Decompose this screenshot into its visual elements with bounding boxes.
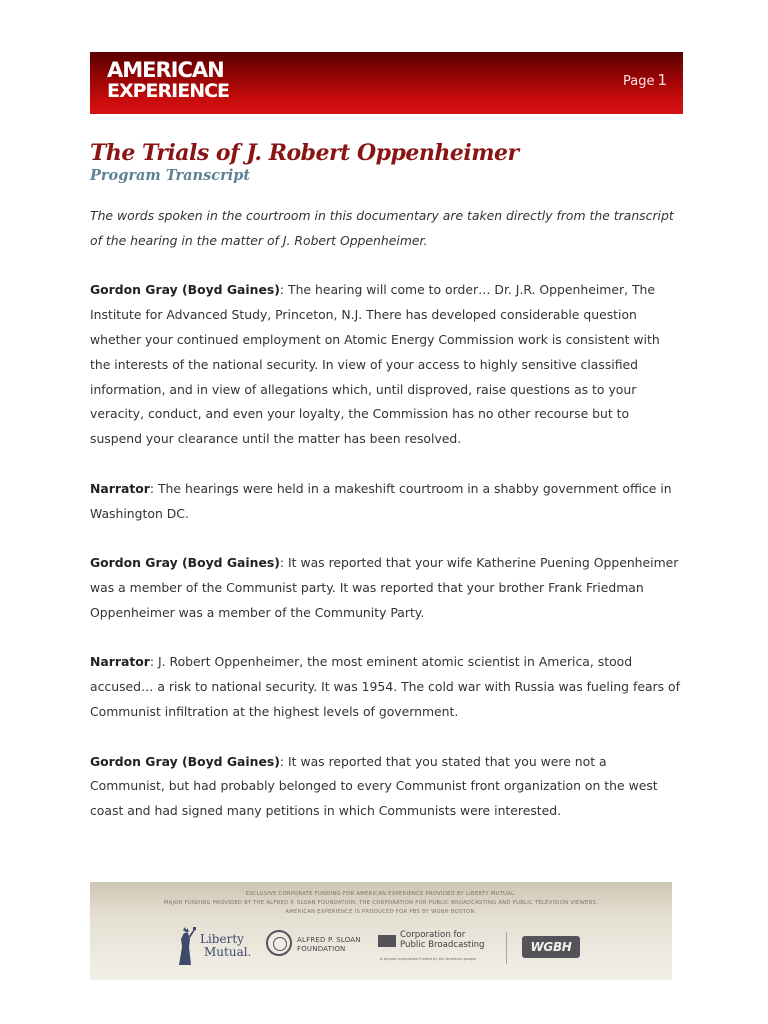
credit-line: EXCLUSIVE CORPORATE FUNDING FOR AMERICAN EXPERIENCE PROVIDED BY LIBERTY MUTUAL. (245, 891, 517, 897)
cpb-tagline: A private corporation funded by the American people (380, 957, 477, 961)
cpb-logo (378, 928, 502, 968)
sloan-name: ALFRED P. SLOAN (297, 936, 361, 944)
transcript-paragraph (90, 750, 680, 824)
logo-line-2: EXPERIENCE (107, 80, 230, 102)
transcript-paragraph (90, 278, 680, 452)
cpb-line: Corporation for (400, 930, 466, 940)
sloan-foundation-logo (266, 930, 366, 964)
transcript-paragraph (90, 477, 680, 527)
header-banner (90, 52, 683, 114)
mutual-text: Mutual. (204, 945, 252, 959)
credit-line: MAJOR FUNDING PROVIDED BY THE ALFRED P. SLOAN FOUNDATION, THE CORPORATION FOR PUBLIC BROADCASTING AND PUBLIC TELEVISION VIEWERS. (163, 900, 599, 906)
speaker-name: Gordon Gray (Boyd Gaines) (90, 555, 280, 571)
page-number: 1 (657, 71, 667, 89)
speaker-name: Gordon Gray (Boyd Gaines) (90, 282, 280, 298)
liberty-text: Liberty (200, 932, 244, 946)
speaker-name: Narrator (90, 654, 150, 670)
page-indicator (623, 71, 667, 89)
speech-text: : The hearings were held in a makeshift courtroom in a shabby government office in Washington DC. (90, 480, 672, 521)
cpb-mark-icon (378, 935, 396, 947)
speaker-name: Gordon Gray (Boyd Gaines) (90, 753, 280, 769)
document-subtitle: Program Transcript (90, 167, 251, 184)
speech-text: : The hearing will come to order… Dr. J.R. Oppenheimer, The Institute for Advanced Study, Princeton, N.J. There has developed considerable question whether your continued employment on Atomic Energy Commission work is consistent with the interests of the national security. In view of your access to highly sensitive classified information, and in view of allegations which, until disproved, raise questions as to your veracity, conduct, and even your loyalty, the Commission has no other recourse but to suspend your clearance until the matter has been resolved. (90, 282, 660, 447)
funding-credits (90, 890, 672, 917)
sloan-foundation-text: FOUNDATION (297, 945, 346, 953)
intro-paragraph: The words spoken in the courtroom in this documentary are taken directly from the transcript of the hearing in the matter of J. Robert Oppenheimer. (90, 208, 674, 248)
logo-divider (506, 932, 507, 964)
transcript-body (90, 204, 680, 849)
statue-of-liberty-icon (174, 927, 198, 967)
credit-line: AMERICAN EXPERIENCE IS PRODUCED FOR PBS BY WGBH BOSTON. (285, 909, 477, 915)
document-title: The Trials of J. Robert Oppenheimer (90, 140, 519, 166)
funding-footer (90, 882, 672, 980)
sloan-wordmark (297, 936, 361, 954)
transcript-paragraph (90, 551, 680, 625)
cpb-line: Public Broadcasting (400, 940, 485, 950)
funder-logos (90, 926, 672, 972)
american-experience-logo (107, 60, 229, 102)
page-label: Page (622, 74, 655, 89)
liberty-mutual-logo (174, 927, 254, 967)
wgbh-logo: WGBH (522, 936, 580, 958)
cpb-wordmark (400, 930, 485, 950)
transcript-paragraph (90, 650, 680, 724)
speech-text: : It was reported that your wife Katherine Puening Oppenheimer was a member of the Communist party. It was reported that your brother Frank Friedman Oppenheimer was a member of the Community Party. (90, 555, 679, 620)
speech-text: : It was reported that you stated that you were not a Communist, but had probably belonged to every Communist front organization on the west coast and had signed many petitions in which Communists were interested. (90, 753, 658, 819)
liberty-mutual-wordmark (200, 933, 251, 959)
speaker-name: Narrator (90, 480, 150, 496)
logo-line-1: AMERICAN (107, 58, 224, 82)
speech-text: : J. Robert Oppenheimer, the most eminent atomic scientist in America, stood accused… a risk to national security. It was 1954. The cold war with Russia was fueling fears of Communist infiltration at the highest levels of government. (90, 654, 680, 719)
sloan-seal-icon (266, 930, 292, 956)
